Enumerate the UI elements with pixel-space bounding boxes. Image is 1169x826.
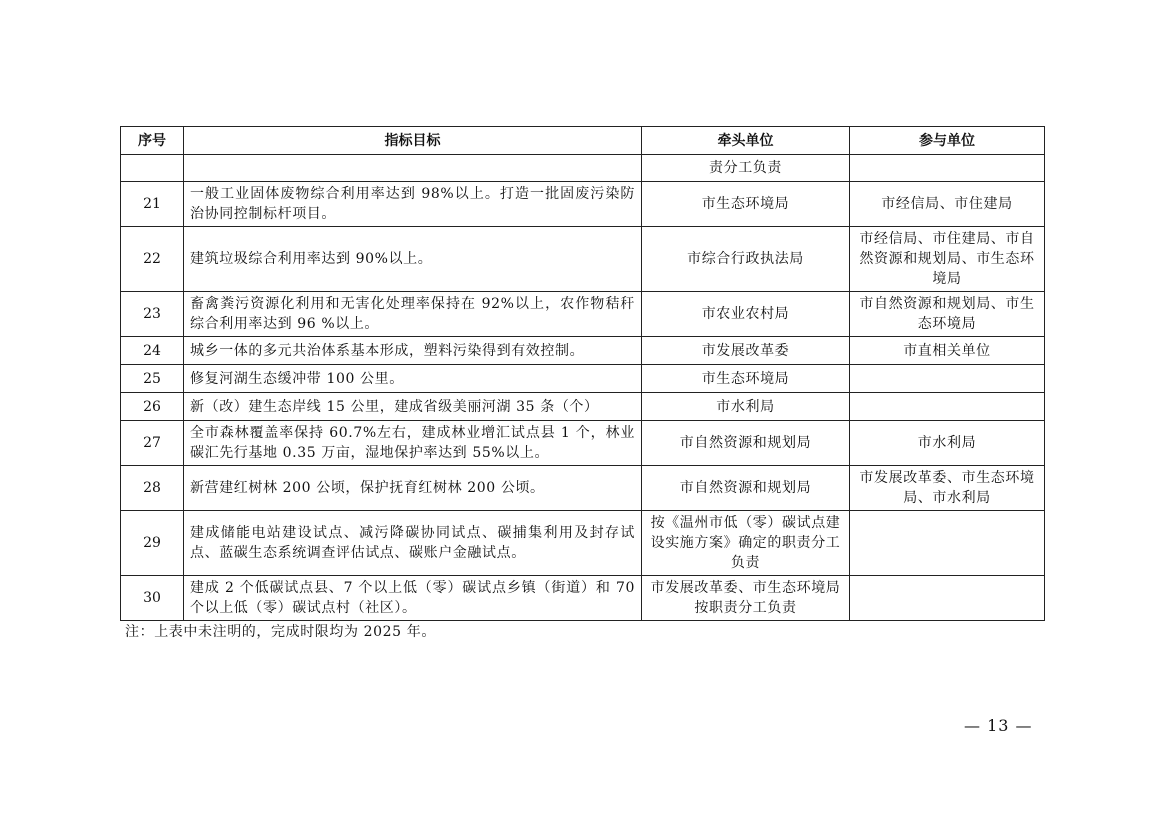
- row-index: 30: [121, 576, 184, 621]
- table-header-row: [121, 127, 1045, 155]
- row-index: 27: [121, 421, 184, 466]
- row-participants: 市发展改革委、市生态环境局、市水利局: [850, 466, 1045, 511]
- table-row: [121, 421, 1045, 466]
- row-lead-unit: 按《温州市低（零）碳试点建设实施方案》确定的职责分工负责: [642, 511, 850, 576]
- row-index: 24: [121, 337, 184, 365]
- row-indicator: 建筑垃圾综合利用率达到 90%以上。: [184, 227, 642, 292]
- row-index: 22: [121, 227, 184, 292]
- row-lead-unit: 责分工负责: [642, 155, 850, 182]
- header-lead-unit: 牵头单位: [642, 127, 850, 155]
- row-participants: [850, 155, 1045, 182]
- row-participants: 市自然资源和规划局、市生态环境局: [850, 292, 1045, 337]
- row-participants: [850, 511, 1045, 576]
- row-index: 23: [121, 292, 184, 337]
- row-lead-unit: 市水利局: [642, 393, 850, 421]
- header-indicator: 指标目标: [184, 127, 642, 155]
- row-lead-unit: 市自然资源和规划局: [642, 421, 850, 466]
- row-indicator: 新营建红树林 200 公顷，保护抚育红树林 200 公顷。: [184, 466, 642, 511]
- row-indicator: 全市森林覆盖率保持 60.7%左右，建成林业增汇试点县 1 个，林业碳汇先行基地 0.35 万亩，湿地保护率达到 55%以上。: [184, 421, 642, 466]
- row-index: 26: [121, 393, 184, 421]
- indicator-table: [120, 126, 1045, 621]
- row-participants: [850, 393, 1045, 421]
- row-index: 25: [121, 365, 184, 393]
- row-lead-unit: 市自然资源和规划局: [642, 466, 850, 511]
- row-lead-unit: 市发展改革委、市生态环境局按职责分工负责: [642, 576, 850, 621]
- row-indicator: 建成 2 个低碳试点县、7 个以上低（零）碳试点乡镇（街道）和 70 个以上低（零）碳试点村（社区）。: [184, 576, 642, 621]
- table-row: [121, 337, 1045, 365]
- row-participants: [850, 576, 1045, 621]
- table-row: [121, 576, 1045, 621]
- table-row: [121, 511, 1045, 576]
- header-index: 序号: [121, 127, 184, 155]
- table-row: [121, 466, 1045, 511]
- table-row: [121, 227, 1045, 292]
- row-lead-unit: 市发展改革委: [642, 337, 850, 365]
- row-participants: 市经信局、市住建局: [850, 182, 1045, 227]
- row-indicator: 一般工业固体废物综合利用率达到 98%以上。打造一批固废污染防治协同控制标杆项目。: [184, 182, 642, 227]
- row-index: 28: [121, 466, 184, 511]
- row-lead-unit: 市生态环境局: [642, 182, 850, 227]
- row-participants: 市水利局: [850, 421, 1045, 466]
- table-row: [121, 292, 1045, 337]
- row-participants: 市经信局、市住建局、市自然资源和规划局、市生态环境局: [850, 227, 1045, 292]
- row-lead-unit: 市农业农村局: [642, 292, 850, 337]
- row-index: 21: [121, 182, 184, 227]
- row-participants: 市直相关单位: [850, 337, 1045, 365]
- row-lead-unit: 市综合行政执法局: [642, 227, 850, 292]
- row-index: [121, 155, 184, 182]
- page-number: — 13 —: [964, 716, 1033, 735]
- row-indicator: 城乡一体的多元共治体系基本形成，塑料污染得到有效控制。: [184, 337, 642, 365]
- row-indicator: 新（改）建生态岸线 15 公里，建成省级美丽河湖 35 条（个）: [184, 393, 642, 421]
- row-indicator: [184, 155, 642, 182]
- row-indicator: 建成储能电站建设试点、减污降碳协同试点、碳捕集利用及封存试点、蓝碳生态系统调查评估试点、碳账户金融试点。: [184, 511, 642, 576]
- table-row: [121, 155, 1045, 182]
- row-index: 29: [121, 511, 184, 576]
- table-row: [121, 182, 1045, 227]
- row-indicator: 修复河湖生态缓冲带 100 公里。: [184, 365, 642, 393]
- header-participating-units: 参与单位: [850, 127, 1045, 155]
- row-indicator: 畜禽粪污资源化利用和无害化处理率保持在 92%以上，农作物秸秆综合利用率达到 96 %以上。: [184, 292, 642, 337]
- table-footnote: 注：上表中未注明的，完成时限均为 2025 年。: [125, 624, 436, 640]
- table-row: [121, 365, 1045, 393]
- row-lead-unit: 市生态环境局: [642, 365, 850, 393]
- table-row: [121, 393, 1045, 421]
- row-participants: [850, 365, 1045, 393]
